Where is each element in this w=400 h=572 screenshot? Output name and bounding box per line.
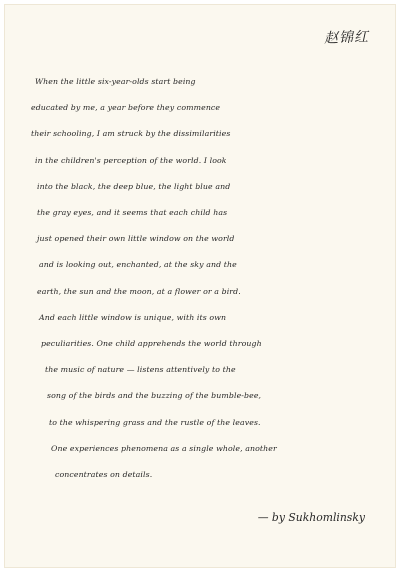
text-line: One experiences phenomena as a single whole, another [51,443,277,453]
text-line: educated by me, a year before they commence [31,103,221,113]
text-line: into the black, the deep blue, the light blue and [37,181,231,191]
text-line: earth, the sun and the moon, at a flower or a bird. [37,286,241,296]
handwritten-passage [31,69,381,488]
author-attribution: — by Sukhomlinsky [257,511,365,524]
handwritten-signature: 赵锦红 [323,29,370,47]
text-line: just opened their own little window on the world [37,234,235,244]
text-line: peculiarities. One child apprehends the world through [41,339,262,349]
text-line: When the little six-year-olds start being [35,77,196,86]
paper-sheet [4,4,396,568]
text-line: the music of nature — listens attentively to the [45,365,236,375]
text-line: And each little window is unique, with its own [39,312,227,322]
text-line: their schooling, I am struck by the dissimilarities [31,129,231,139]
text-line: and is looking out, enchanted, at the sky and the [39,260,237,270]
text-line: concentrates on details. [55,470,153,480]
text-line: to the whispering grass and the rustle of the leaves. [49,417,261,427]
text-line: in the children's perception of the world. I look [35,155,227,165]
text-line: song of the birds and the buzzing of the bumble-bee, [47,391,262,401]
text-line: the gray eyes, and it seems that each child has [37,208,228,218]
